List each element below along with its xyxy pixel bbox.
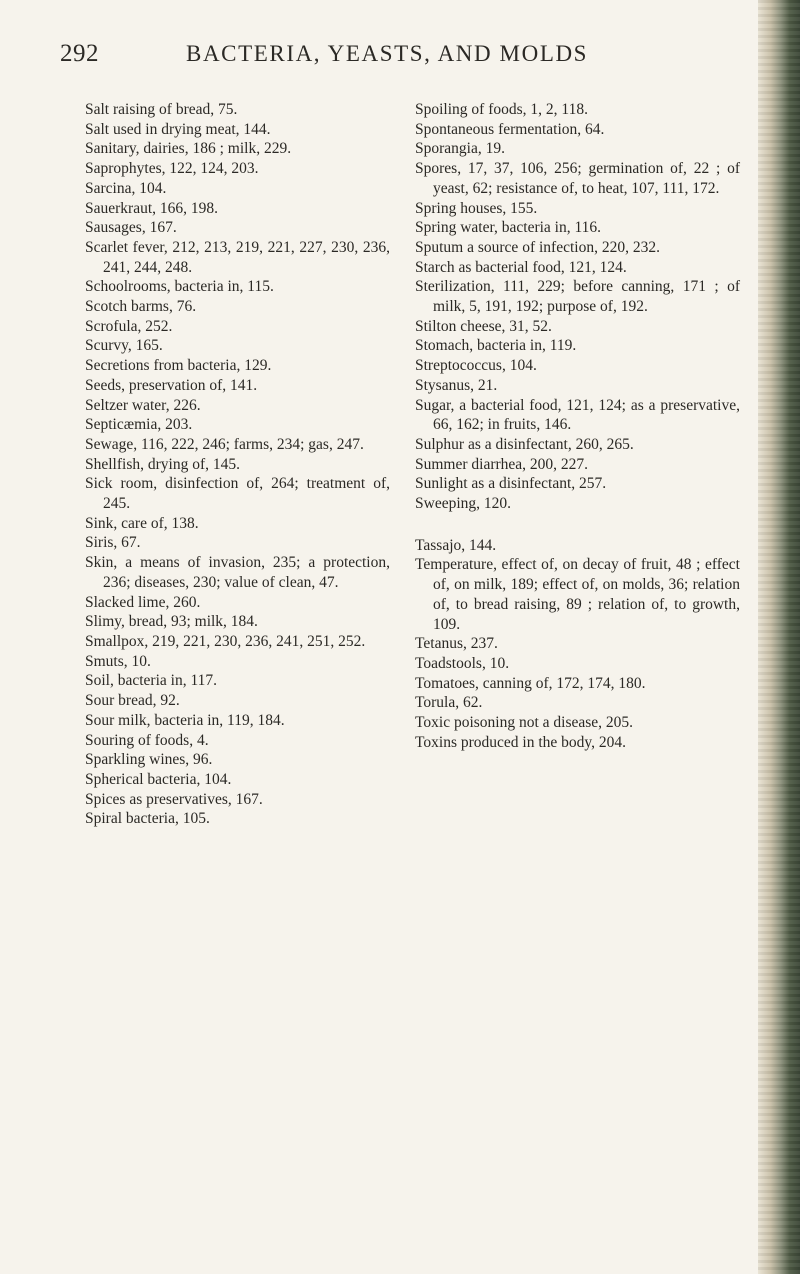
- index-entry: Tomatoes, canning of, 172, 174, 180.: [415, 674, 646, 692]
- index-entry: Slacked lime, 260.: [85, 593, 201, 611]
- index-entry: Spores, 17, 37, 106, 256; germination of, 22 ; of yeast, 62; resistance of, to heat, 107, 111, 172.: [415, 160, 740, 197]
- index-entry: Sewage, 116, 222, 246; farms, 234; gas, 247.: [85, 435, 364, 453]
- index-entry: Spring houses, 155.: [415, 199, 538, 217]
- index-entry: Smallpox, 219, 221, 230, 236, 241, 251, 252.: [85, 632, 366, 650]
- index-entry: Skin, a means of invasion, 235; a protection, 236; diseases, 230; value of clean, 47.: [85, 554, 390, 591]
- index-entry: Siris, 67.: [85, 534, 141, 552]
- index-entry: Spring water, bacteria in, 116.: [415, 219, 602, 237]
- index-entry: Shellfish, drying of, 145.: [85, 455, 240, 473]
- index-entry: Seltzer water, 226.: [85, 396, 201, 414]
- index-entry: Scrofula, 252.: [85, 317, 173, 335]
- index-entry: Stomach, bacteria in, 119.: [415, 337, 577, 355]
- index-entry: Streptococcus, 104.: [415, 357, 537, 375]
- index-entry: Toxic poisoning not a disease, 205.: [415, 714, 634, 732]
- index-entry: Spices as preservatives, 167.: [85, 790, 263, 808]
- index-entry: Tassajo, 144.: [415, 536, 497, 554]
- index-entry: Summer diarrhea, 200, 227.: [415, 455, 589, 473]
- index-entry: Sweeping, 120.: [415, 495, 512, 513]
- index-entry: Smuts, 10.: [85, 652, 151, 670]
- index-entry: Starch as bacterial food, 121, 124.: [415, 258, 627, 276]
- index-entry: Tetanus, 237.: [415, 635, 498, 653]
- index-entry: Scurvy, 165.: [85, 337, 163, 355]
- index-entry: Sugar, a bacterial food, 121, 124; as a preservative, 66, 162; in fruits, 146.: [415, 396, 740, 434]
- index-entry: Sarcina, 104.: [85, 179, 167, 197]
- index-entry: Sputum a source of infection, 220, 232.: [415, 238, 660, 256]
- index-entry: Scotch barms, 76.: [85, 298, 197, 316]
- index-entry: Toxins produced in the body, 204.: [415, 733, 627, 751]
- index-entry: Torula, 62.: [415, 694, 483, 712]
- index-entry: Sauerkraut, 166, 198.: [85, 199, 219, 217]
- index-entry: Salt used in drying meat, 144.: [85, 120, 271, 138]
- index-entry: Sour milk, bacteria in, 119, 184.: [85, 711, 285, 729]
- page-number: 292: [60, 40, 99, 67]
- index-entry: Spoiling of foods, 1, 2, 118.: [415, 101, 588, 118]
- index-entry: Temperature, effect of, on decay of fruit, 48 ; effect of, on milk, 189; effect of, on molds, 36; relation of, to bread raising, 89 ; relation of, to growth, 109.: [415, 556, 740, 633]
- index-entry: Sink, care of, 138.: [85, 514, 199, 532]
- index-entry: Sulphur as a disinfectant, 260, 265.: [415, 435, 634, 453]
- index-entry: Schoolrooms, bacteria in, 115.: [85, 278, 274, 296]
- index-entry: Sunlight as a disinfectant, 257.: [415, 475, 607, 493]
- index-entry: Stilton cheese, 31, 52.: [415, 317, 552, 335]
- index-entry: Septicæmia, 203.: [85, 416, 193, 434]
- index-entry: Sporangia, 19.: [415, 140, 505, 158]
- index-entry: Sausages, 167.: [85, 219, 177, 237]
- index-entry: Spontaneous fermentation, 64.: [415, 120, 605, 138]
- index-entry: Saprophytes, 122, 124, 203.: [85, 160, 259, 178]
- index-entry: Soil, bacteria in, 117.: [85, 672, 218, 690]
- index-entry: Slimy, bread, 93; milk, 184.: [85, 613, 258, 631]
- index-entry: Sparkling wines, 96.: [85, 751, 213, 769]
- index-entry: Scarlet fever, 212, 213, 219, 221, 227, 230, 236, 241, 244, 248.: [85, 238, 390, 276]
- index-entry: Secretions from bacteria, 129.: [85, 357, 272, 375]
- index-entry: Sterilization, 111, 229; before canning, 171 ; of milk, 5, 191, 192; purpose of, 192.: [415, 278, 740, 316]
- page-header: [60, 40, 740, 80]
- index-entry: Sanitary, dairies, 186 ; milk, 229.: [85, 140, 292, 158]
- index-entry: Sick room, disinfection of, 264; treatment of, 245.: [85, 475, 390, 513]
- index-entry: Sour bread, 92.: [85, 692, 180, 710]
- index-entry: Spiral bacteria, 105.: [85, 810, 210, 828]
- index-entry: Seeds, preservation of, 141.: [85, 376, 258, 394]
- index-entry: Salt raising of bread, 75.: [85, 101, 238, 118]
- index-entry: Spherical bacteria, 104.: [85, 770, 232, 788]
- page-edge-binding: [758, 0, 800, 1274]
- index-column-left: [85, 100, 390, 829]
- index-entry: Toadstools, 10.: [415, 654, 510, 672]
- running-head: BACTERIA, YEASTS, AND MOLDS: [186, 41, 589, 66]
- index-entry: Souring of foods, 4.: [85, 731, 209, 749]
- index-column-right: [415, 100, 740, 753]
- index-entry: Stysanus, 21.: [415, 376, 498, 394]
